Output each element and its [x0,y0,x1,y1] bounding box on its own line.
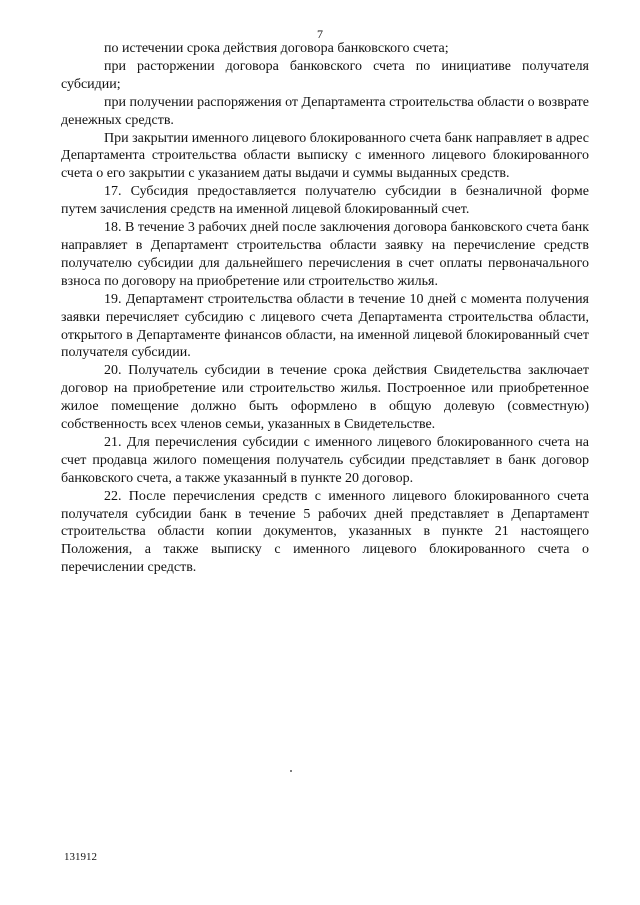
paragraph-20: 20. Получатель субсидии в течение срока действия Свидетельства заключает договор на приобретение или строительство жилья. Построенное или приобретенное жилое помещение должно быть оформлено в общую долевую (совместную) собственность всех членов семьи, указанных в Свидетельстве. [61,363,589,433]
paragraph-17: 17. Субсидия предоставляется получателю субсидии в безналичной форме путем зачисления средств на именной лицевой блокированный счет. [61,184,589,218]
scan-speck [290,770,292,772]
paragraph-19: 19. Департамент строительства области в течение 10 дней с момента получения заявки перечисляет субсидию с лицевого счета Департамента строительства области, открытого в Департаменте финансов области, на именной лицевой блокированный счет получателя субсидии. [61,291,589,361]
paragraph-termination: при расторжении договора банковского счета по инициативе получателя субсидии; [61,58,589,92]
document-code: 131912 [64,851,97,863]
page-number: 7 [317,27,323,41]
paragraph-refund-order: при получении распоряжения от Департамента строительства области о возврате денежных средств. [61,94,589,128]
paragraph-account-closing: При закрытии именного лицевого блокированного счета банк направляет в адрес Департамента строительства области выписку с именного лицевого блокированного счета о его закрытии с указанием даты выдачи и суммы выданных средств. [61,130,589,182]
paragraph-18: 18. В течение 3 рабочих дней после заключения договора банковского счета банк направляет в Департамент строительства области заявку на перечисление средств получателю субсидии для дальнейшего перечисления в счет оплаты первоначального взноса по договору на приобретение или строительство жилья. [61,220,589,289]
document-body [61,40,589,577]
paragraph-21: 21. Для перечисления субсидии с именного лицевого блокированного счета на счет продавца жилого помещения получатель субсидии представляет в банк договор банковского счета, а также указанный в пункте 20 договор. [61,434,589,486]
paragraph-22: 22. После перечисления средств с именного лицевого блокированного счета получателя субсидии банк в течение 5 рабочих дней представляет в Департамент строительства области копии документов, указанных в пункте 21 настоящего Положения, а также выписку с именного лицевого блокированного счета о перечислении средств. [61,488,589,576]
paragraph-expiry: по истечении срока действия договора банковского счета; [104,41,449,56]
